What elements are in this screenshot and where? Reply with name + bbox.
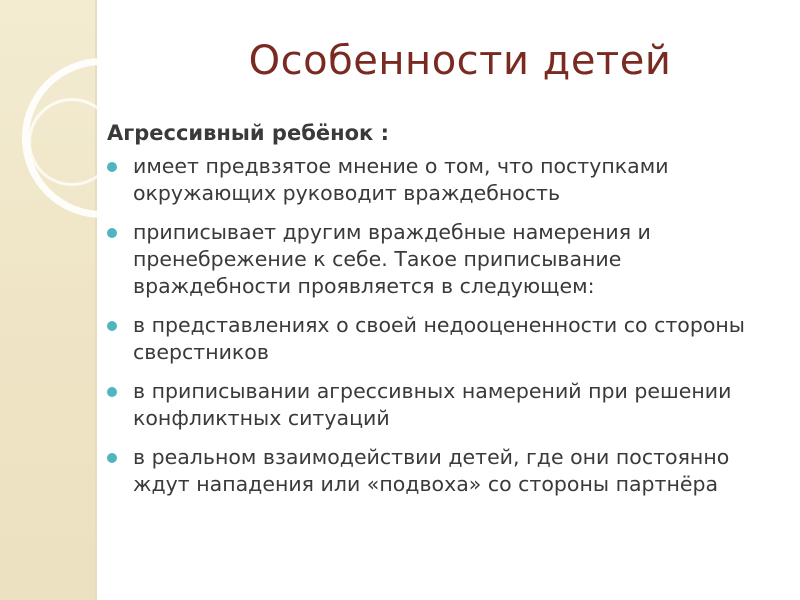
bullet-text: в представлениях о своей недооцененности со стороны сверстников [133,313,745,364]
bullet-dot-icon [107,387,117,397]
slide-subtitle: Агрессивный ребёнок : [107,121,390,145]
bullet-text: в приписывании агрессивных намерений при решении конфликтных ситуаций [133,379,732,430]
bullet-item [105,444,765,498]
bullet-list [105,153,765,498]
bullet-item [105,219,765,300]
bullet-text: в реальном взаимодействии детей, где они постоянно ждут нападения или «подвоха» со стороны партнёра [133,445,730,496]
decorative-inner-ring-icon [28,98,116,186]
bullet-dot-icon [107,321,117,331]
bullet-item [105,378,765,432]
bullet-item [105,153,765,207]
bullet-text: имеет предвзятое мнение о том, что поступками окружающих руководит враждебность [133,154,669,205]
bullet-item [105,312,765,366]
bullet-text: приписывает другим враждебные намерения и пренебрежение к себе. Такое приписывание враждебности проявляется в следующем: [133,220,651,298]
bullet-dot-icon [107,162,117,172]
bullet-dot-icon [107,228,117,238]
slide-content [105,118,765,510]
slide-title: Особенности детей [248,38,672,84]
bullet-dot-icon [107,453,117,463]
